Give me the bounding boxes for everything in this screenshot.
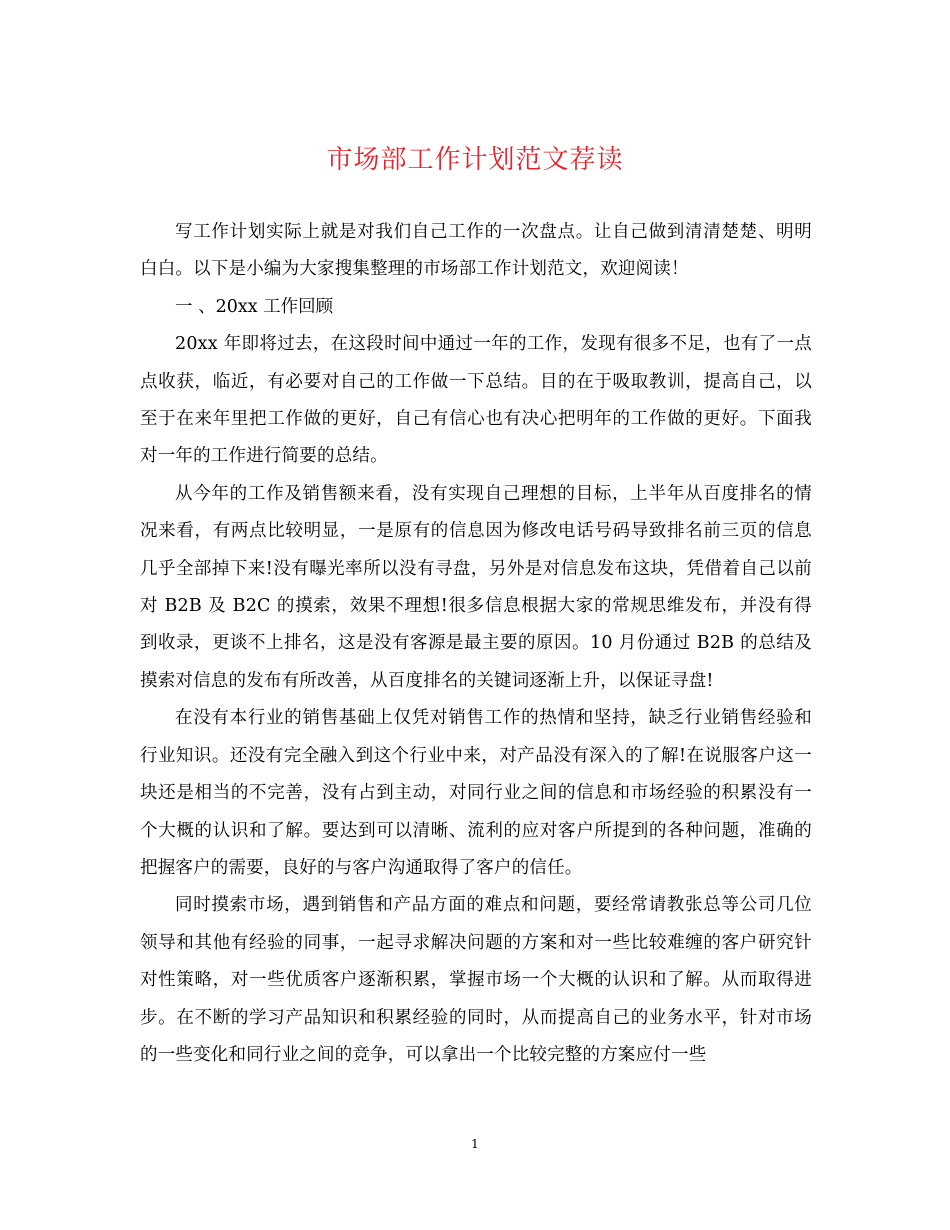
document-body bbox=[140, 214, 812, 1074]
body-paragraph: 在没有本行业的销售基础上仅凭对销售工作的热情和坚持，缺乏行业销售经验和行业知识。还没有完全融入到这个行业中来，对产品没有深入的了解!在说服客户这一块还是相当的不完善，没有占到主动，对同行业之间的信息和市场经验的积累没有一个大概的认识和了解。要达到可以清晰、流利的应对客户所提到的各种问题，准确的把握客户的需要，良好的与客户沟通取得了客户的信任。 bbox=[140, 708, 812, 878]
page-number: 1 bbox=[471, 1137, 479, 1151]
body-paragraph: 20xx 年即将过去，在这段时间中通过一年的工作，发现有很多不足，也有了一点点收获，临近，有必要对自己的工作做一下总结。目的在于吸取教训，提高自己，以至于在来年里把工作做的更好，自己有信心也有决心把明年的工作做的更好。下面我对一年的工作进行简要的总结。 bbox=[140, 334, 812, 467]
body-paragraph: 从今年的工作及销售额来看，没有实现自己理想的目标，上半年从百度排名的情况来看，有两点比较明显，一是原有的信息因为修改电话号码导致排名前三页的信息几乎全部掉下来!没有曝光率所以没有寻盘，另外是对信息发布这块，凭借着自己以前对 B2B 及 B2C 的摸索，效果不理想!很多信息根据大家的常规思维发布，并没有得到收录，更谈不上排名，这是没有客源是最主要的原因。10 月份通过 B2B 的总结及摸索对信息的发布有所改善，从百度排名的关键词逐渐上升，以保证寻盘! bbox=[140, 483, 812, 691]
section-heading: 一 、20xx 工作回顾 bbox=[175, 296, 334, 317]
intro-paragraph: 写工作计划实际上就是对我们自己工作的一次盘点。让自己做到清清楚楚、明明白白。以下是小编为大家搜集整理的市场部工作计划范文，欢迎阅读！ bbox=[140, 222, 812, 280]
document-title: 市场部工作计划范文荐读 bbox=[326, 145, 624, 175]
body-paragraph: 同时摸索市场，遇到销售和产品方面的难点和问题，要经常请教张总等公司几位领导和其他有经验的同事，一起寻求解决问题的方案和对一些比较难缠的客户研究针对性策略，对一些优质客户逐渐积累，掌握市场一个大概的认识和了解。从而取得进步。在不断的学习产品知识和积累经验的同时，从而提高自己的业务水平，针对市场的一些变化和同行业之间的竞争，可以拿出一个比较完整的方案应付一些 bbox=[140, 895, 812, 1065]
